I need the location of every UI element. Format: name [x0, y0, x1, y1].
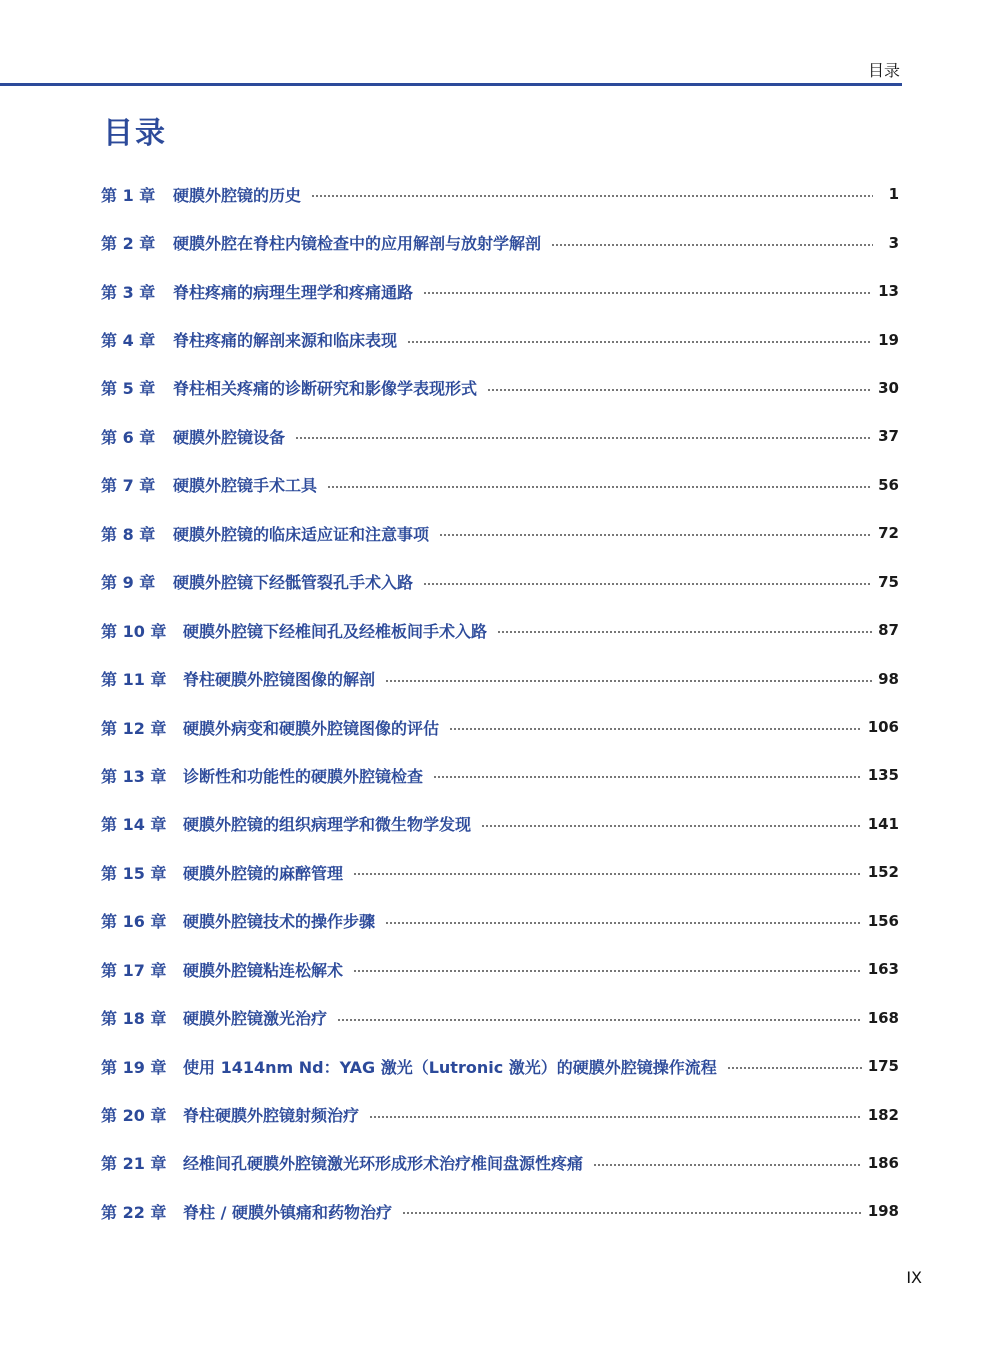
toc-dot-leader: [439, 534, 872, 536]
table-of-contents: [101, 170, 899, 1236]
toc-entry-12[interactable]: [101, 703, 899, 751]
toc-chapter-number: 第 2 章: [101, 234, 156, 254]
toc-chapter-number: 第 14 章: [101, 815, 167, 835]
toc-dot-leader: [481, 825, 862, 827]
toc-page-number: 152: [867, 863, 899, 882]
page-number: IX: [906, 1268, 922, 1287]
toc-page-number: 75: [878, 572, 899, 591]
toc-chapter-title: 硬膜外腔镜下经椎间孔及经椎板间手术入路: [183, 621, 488, 641]
toc-page-number: 37: [878, 427, 899, 446]
toc-dot-leader: [385, 922, 862, 924]
toc-chapter-number: 第 17 章: [101, 960, 167, 980]
toc-chapter-title: 硬膜外腔镜激光治疗: [183, 1009, 328, 1029]
toc-entry-2[interactable]: [101, 218, 899, 266]
toc-dot-leader: [449, 728, 862, 730]
toc-entry-20[interactable]: [101, 1090, 899, 1138]
toc-entry-13[interactable]: [101, 751, 899, 799]
toc-chapter-title: 脊柱疼痛的解剖来源和临床表现: [173, 331, 398, 351]
toc-chapter-title: 硬膜外腔镜的临床适应证和注意事项: [173, 524, 430, 544]
toc-chapter-title: 脊柱 / 硬膜外镇痛和药物治疗: [183, 1202, 392, 1222]
toc-dot-leader: [593, 1164, 862, 1166]
toc-dot-leader: [337, 1019, 862, 1021]
toc-entry-8[interactable]: [101, 509, 899, 557]
toc-chapter-title: 脊柱相关疼痛的诊断研究和影像学表现形式: [173, 379, 478, 399]
toc-page-number: 98: [878, 669, 899, 688]
page-title: 目录: [103, 116, 167, 151]
toc-page-number: 13: [878, 282, 899, 301]
toc-entry-14[interactable]: [101, 800, 899, 848]
running-header: 目录: [867, 61, 900, 80]
toc-page-number: 87: [878, 621, 899, 640]
toc-dot-leader: [327, 486, 872, 488]
toc-dot-leader: [353, 970, 862, 972]
toc-chapter-number: 第 8 章: [101, 524, 156, 544]
toc-page-number: 186: [867, 1153, 899, 1172]
toc-entry-17[interactable]: [101, 945, 899, 993]
toc-page-number: 141: [867, 814, 899, 833]
toc-chapter-number: 第 9 章: [101, 573, 156, 593]
toc-chapter-title: 硬膜外腔在脊柱内镜检查中的应用解剖与放射学解剖: [173, 234, 542, 254]
toc-dot-leader: [423, 292, 872, 294]
toc-chapter-number: 第 3 章: [101, 282, 156, 302]
toc-dot-leader: [423, 583, 872, 585]
toc-chapter-number: 第 4 章: [101, 331, 156, 351]
toc-entry-19[interactable]: [101, 1042, 899, 1090]
toc-entry-21[interactable]: [101, 1139, 899, 1187]
toc-dot-leader: [353, 873, 862, 875]
toc-dot-leader: [311, 195, 873, 197]
toc-dot-leader: [402, 1212, 862, 1214]
toc-dot-leader: [551, 244, 873, 246]
toc-entry-5[interactable]: [101, 364, 899, 412]
toc-entry-11[interactable]: [101, 654, 899, 702]
header-rule: [0, 83, 902, 86]
toc-chapter-number: 第 7 章: [101, 476, 156, 496]
toc-page-number: 198: [867, 1202, 899, 1221]
toc-page-number: 163: [867, 960, 899, 979]
toc-dot-leader: [295, 437, 872, 439]
toc-entry-3[interactable]: [101, 267, 899, 315]
toc-page-number: 156: [867, 911, 899, 930]
toc-chapter-number: 第 20 章: [101, 1106, 167, 1126]
toc-page-number: 168: [867, 1008, 899, 1027]
toc-chapter-number: 第 19 章: [101, 1057, 167, 1077]
toc-chapter-title: 经椎间孔硬膜外腔镜激光环形成形术治疗椎间盘源性疼痛: [183, 1154, 584, 1174]
toc-chapter-title: 硬膜外病变和硬膜外腔镜图像的评估: [183, 718, 440, 738]
toc-chapter-title: 硬膜外腔镜技术的操作步骤: [183, 912, 376, 932]
toc-entry-15[interactable]: [101, 848, 899, 896]
toc-chapter-number: 第 16 章: [101, 912, 167, 932]
toc-entry-22[interactable]: [101, 1187, 899, 1235]
toc-page-number: 1: [888, 185, 899, 204]
toc-page-number: 135: [867, 766, 899, 785]
toc-chapter-number: 第 6 章: [101, 427, 156, 447]
toc-dot-leader: [369, 1116, 862, 1118]
toc-page-number: 19: [878, 330, 899, 349]
toc-page-number: 106: [867, 718, 899, 737]
toc-chapter-number: 第 11 章: [101, 670, 167, 690]
toc-page-number: 3: [888, 233, 899, 252]
toc-chapter-title: 脊柱硬膜外腔镜图像的解剖: [183, 670, 376, 690]
toc-entry-7[interactable]: [101, 461, 899, 509]
toc-chapter-number: 第 5 章: [101, 379, 156, 399]
toc-entry-18[interactable]: [101, 993, 899, 1041]
toc-dot-leader: [727, 1067, 862, 1069]
toc-dot-leader: [487, 389, 872, 391]
toc-page-number: 30: [878, 378, 899, 397]
toc-chapter-number: 第 10 章: [101, 621, 167, 641]
toc-chapter-title: 硬膜外腔镜粘连松解术: [183, 960, 344, 980]
toc-chapter-title: 脊柱疼痛的病理生理学和疼痛通路: [173, 282, 414, 302]
toc-chapter-title: 硬膜外腔镜的组织病理学和微生物学发现: [183, 815, 472, 835]
toc-page-number: 175: [867, 1057, 899, 1076]
toc-chapter-title: 硬膜外腔镜设备: [173, 427, 286, 447]
toc-entry-9[interactable]: [101, 558, 899, 606]
toc-chapter-number: 第 13 章: [101, 766, 167, 786]
toc-entry-16[interactable]: [101, 897, 899, 945]
toc-chapter-number: 第 18 章: [101, 1009, 167, 1029]
toc-dot-leader: [497, 631, 872, 633]
toc-chapter-title: 硬膜外腔镜的麻醉管理: [183, 863, 344, 883]
toc-dot-leader: [407, 341, 872, 343]
toc-entry-10[interactable]: [101, 606, 899, 654]
toc-page-number: 72: [878, 524, 899, 543]
toc-chapter-number: 第 12 章: [101, 718, 167, 738]
toc-entry-1[interactable]: [101, 170, 899, 218]
toc-chapter-title: 硬膜外腔镜下经骶管裂孔手术入路: [173, 573, 414, 593]
toc-chapter-number: 第 15 章: [101, 863, 167, 883]
toc-dot-leader: [433, 776, 862, 778]
toc-entry-6[interactable]: [101, 412, 899, 460]
toc-entry-4[interactable]: [101, 315, 899, 363]
toc-page-number: 56: [878, 475, 899, 494]
toc-chapter-title: 脊柱硬膜外腔镜射频治疗: [183, 1106, 360, 1126]
toc-page-number: 182: [867, 1105, 899, 1124]
toc-dot-leader: [385, 680, 872, 682]
toc-chapter-number: 第 22 章: [101, 1202, 167, 1222]
toc-chapter-number: 第 21 章: [101, 1154, 167, 1174]
toc-chapter-title: 硬膜外腔镜的历史: [173, 185, 302, 205]
toc-chapter-number: 第 1 章: [101, 185, 156, 205]
toc-chapter-title: 使用 1414nm Nd：YAG 激光（Lutronic 激光）的硬膜外腔镜操作流程: [183, 1057, 717, 1077]
toc-chapter-title: 硬膜外腔镜手术工具: [173, 476, 318, 496]
toc-chapter-title: 诊断性和功能性的硬膜外腔镜检查: [183, 766, 424, 786]
